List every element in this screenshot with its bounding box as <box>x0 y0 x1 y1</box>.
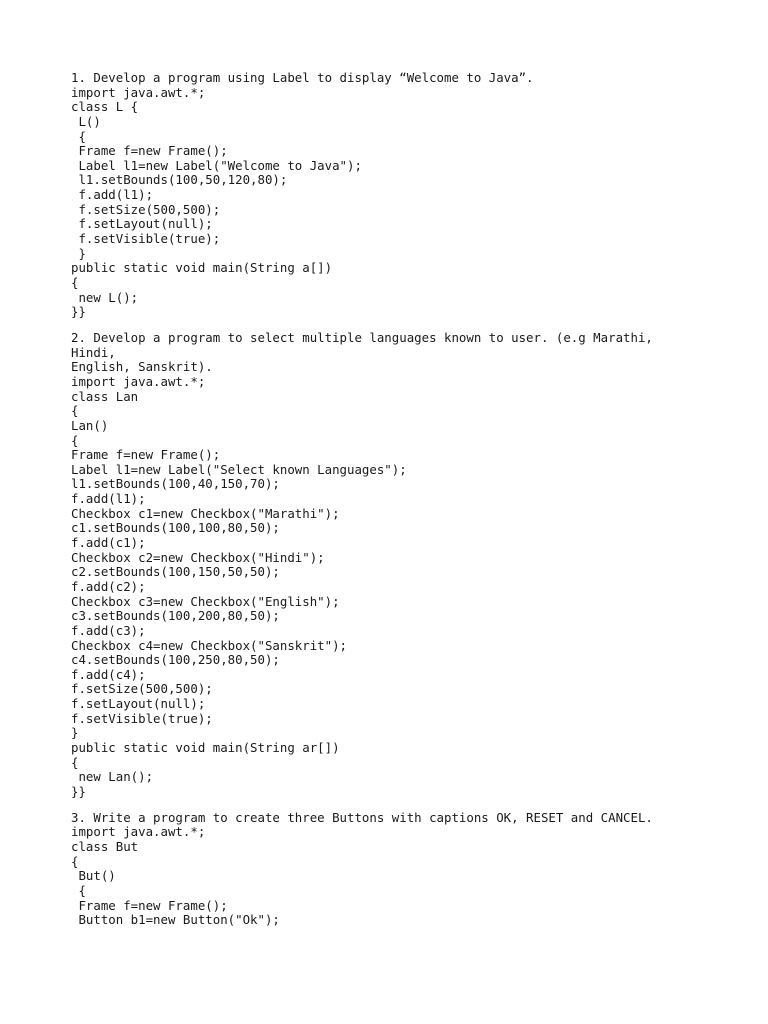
code-line: new L(); <box>71 289 139 305</box>
code-line: { <box>71 853 79 869</box>
code-line: L() <box>71 113 101 129</box>
code-line: { <box>71 882 86 898</box>
code-line: Checkbox c3=new Checkbox("English"); <box>71 593 340 609</box>
code-line: f.add(c2); <box>71 578 146 594</box>
code-line: { <box>71 274 79 290</box>
code-line: f.add(c4); <box>71 666 146 682</box>
code-line: public static void main(String ar[]) <box>71 740 340 756</box>
code-line: f.setLayout(null); <box>71 216 213 232</box>
code-line: f.setVisible(true); <box>71 231 221 247</box>
code-line: Checkbox c4=new Checkbox("Sanskrit"); <box>71 637 348 653</box>
question-1-heading: 1. Develop a program using Label to display “Welcome to Java”. <box>71 70 534 85</box>
code-line: }} <box>71 304 86 320</box>
code-line: l1.setBounds(100,50,120,80); <box>71 172 288 188</box>
code-line: Frame f=new Frame(); <box>71 143 228 159</box>
code-line: f.setSize(500,500); <box>71 681 213 697</box>
question-2-section <box>71 331 711 800</box>
code-line: Label l1=new Label("Select known Languages"); <box>71 461 407 477</box>
question-3-section <box>71 811 711 928</box>
code-line: f.add(l1); <box>71 187 154 203</box>
code-line: Checkbox c1=new Checkbox("Marathi"); <box>71 505 340 521</box>
code-line: f.add(l1); <box>71 491 146 507</box>
question-1-section <box>71 71 711 320</box>
question-3-heading: 3. Write a program to create three Buttons with captions OK, RESET and CANCEL. <box>71 809 653 825</box>
code-line: f.add(c1); <box>71 535 146 551</box>
code-line: f.setSize(500,500); <box>71 201 221 217</box>
code-line: } <box>71 245 86 261</box>
code-line: public static void main(String a[]) <box>71 260 333 276</box>
code-line: Frame f=new Frame(); <box>71 447 221 463</box>
code-line: import java.awt.*; <box>71 824 206 840</box>
document-page <box>71 71 711 939</box>
code-line: Label l1=new Label("Welcome to Java"); <box>71 157 362 173</box>
code-line: Button b1=new Button("Ok"); <box>71 912 280 928</box>
code-line: f.setLayout(null); <box>71 696 206 712</box>
code-line: Checkbox c2=new Checkbox("Hindi"); <box>71 549 325 565</box>
code-line: l1.setBounds(100,40,150,70); <box>71 476 280 492</box>
code-line: But() <box>71 868 116 884</box>
code-line: c1.setBounds(100,100,80,50); <box>71 520 280 536</box>
code-line: class But <box>71 839 139 855</box>
code-line: class Lan <box>71 388 139 404</box>
code-line: Frame f=new Frame(); <box>71 897 228 913</box>
code-line: { <box>71 403 79 419</box>
code-line: import java.awt.*; <box>71 374 206 389</box>
code-line: c3.setBounds(100,200,80,50); <box>71 608 280 624</box>
code-line: f.add(c3); <box>71 622 146 638</box>
code-line: c2.setBounds(100,150,50,50); <box>71 564 280 580</box>
code-line: { <box>71 754 79 770</box>
code-line: } <box>71 725 79 741</box>
code-line: Lan() <box>71 417 109 433</box>
question-2-heading-continued: English, Sanskrit). <box>71 359 213 375</box>
code-line: { <box>71 432 79 448</box>
code-line: new Lan(); <box>71 769 154 785</box>
question-2-heading-continued: Hindi, <box>71 344 116 360</box>
code-line: }} <box>71 783 86 799</box>
question-2-heading: 2. Develop a program to select multiple languages known to user. (e.g Marathi, <box>71 330 653 346</box>
code-line: class L { <box>71 99 139 115</box>
code-line: { <box>71 128 86 144</box>
code-line: c4.setBounds(100,250,80,50); <box>71 652 280 668</box>
code-line: import java.awt.*; <box>71 84 206 100</box>
code-line: f.setVisible(true); <box>71 710 213 726</box>
